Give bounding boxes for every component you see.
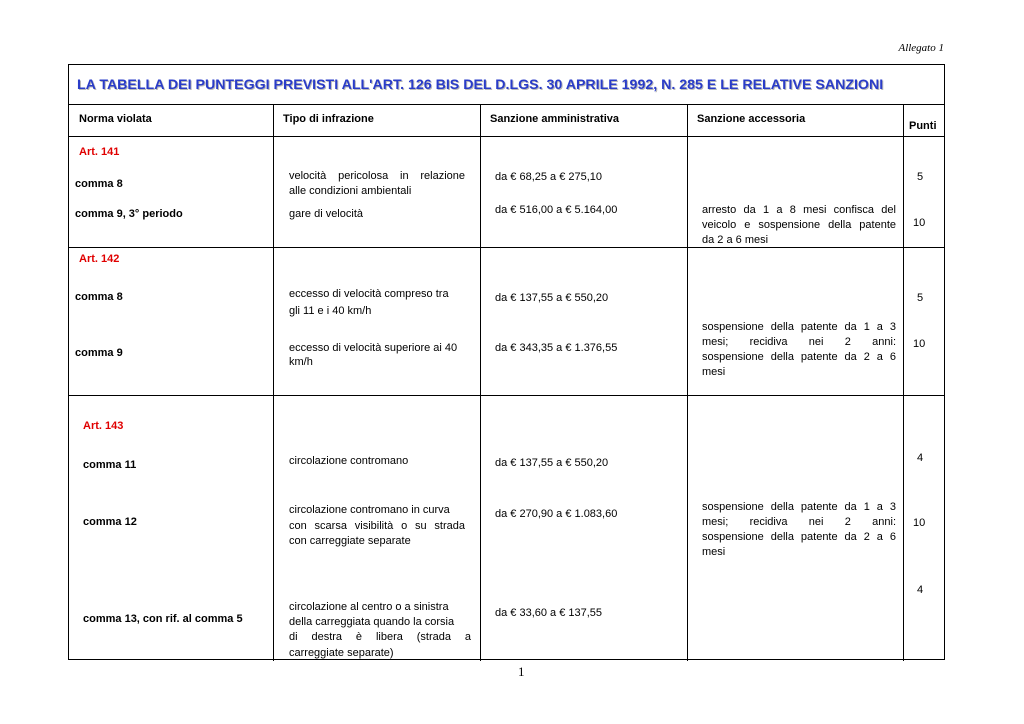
header-accessoria: Sanzione accessoria (697, 113, 806, 125)
col-divider (903, 105, 904, 661)
art143-r2-tipo: con scarsa visibilità o su strada (289, 520, 465, 532)
art143-r2-acc: mesi (702, 546, 726, 558)
art141-r2-acc: da 2 a 6 mesi (702, 234, 769, 246)
row-divider (69, 395, 944, 396)
art-142-label: Art. 142 (79, 253, 120, 265)
col-divider (273, 105, 274, 661)
art142-r2-tipo: eccesso di velocità superiore ai 40 (289, 342, 458, 354)
art143-r2-tipo: circolazione contromano in curva (289, 504, 450, 516)
art143-r1-amm: da € 137,55 a € 550,20 (495, 457, 609, 469)
page-number: 1 (518, 664, 525, 679)
sanctions-table (68, 64, 945, 660)
art142-r2-norma: comma 9 (75, 347, 123, 359)
art143-r2-acc: mesi; recidiva nei 2 anni: (702, 516, 896, 528)
col-divider (687, 105, 688, 661)
art141-r1-tipo: alle condizioni ambientali (289, 185, 412, 197)
art141-r2-acc: arresto da 1 a 8 mesi confisca del (702, 204, 896, 216)
header-note: Allegato 1 (898, 42, 944, 54)
art142-r2-acc: sospensione della patente da 2 a 6 (702, 351, 896, 363)
art142-r2-tipo: km/h (289, 356, 313, 368)
art143-r2-acc: sospensione della patente da 2 a 6 (702, 531, 896, 543)
art143-r3-tipo: di destra è libera (strada a (289, 631, 471, 643)
art141-r1-punti: 5 (917, 171, 924, 183)
row-divider (69, 247, 944, 248)
art143-r2-acc: sospensione della patente da 1 a 3 (702, 501, 896, 513)
row-divider (69, 136, 944, 137)
header-amministrativa: Sanzione amministrativa (490, 113, 619, 125)
art143-r2-amm: da € 270,90 a € 1.083,60 (495, 508, 618, 520)
art143-r3-amm: da € 33,60 a € 137,55 (495, 607, 603, 619)
art141-r2-tipo: gare di velocità (289, 208, 363, 220)
art142-r2-acc: mesi; recidiva nei 2 anni: (702, 336, 896, 348)
art141-r2-acc: veicolo e sospensione della patente (702, 219, 896, 231)
art142-r2-amm: da € 343,35 a € 1.376,55 (495, 342, 618, 354)
art142-r1-tipo: gli 11 e i 40 km/h (289, 305, 372, 317)
art-141-label: Art. 141 (79, 146, 120, 158)
col-divider (480, 105, 481, 661)
header-punti: Punti (909, 120, 937, 132)
header-tipo: Tipo di infrazione (283, 113, 374, 125)
table-title: LA TABELLA DEI PUNTEGGI PREVISTI ALL'ART. 126 BIS DEL D.LGS. 30 APRILE 1992, N. 285 E LE RELATIVE SANZIONI (69, 65, 944, 105)
art143-r3-tipo: della carreggiata quando la corsia (289, 616, 455, 628)
art143-r3-norma: comma 13, con rif. al comma 5 (83, 613, 243, 625)
header-norma: Norma violata (79, 113, 152, 125)
art142-r2-acc: mesi (702, 366, 726, 378)
art143-r3-punti: 4 (917, 584, 924, 596)
art143-r2-norma: comma 12 (83, 516, 137, 528)
art141-r2-amm: da € 516,00 a € 5.164,00 (495, 204, 618, 216)
art142-r2-acc: sospensione della patente da 1 a 3 (702, 321, 896, 333)
art143-r3-tipo: circolazione al centro o a sinistra (289, 601, 449, 613)
art142-r1-norma: comma 8 (75, 291, 123, 303)
art141-r2-norma: comma 9, 3° periodo (75, 208, 183, 220)
art143-r1-punti: 4 (917, 452, 924, 464)
art141-r2-punti: 10 (913, 217, 926, 229)
art143-r1-tipo: circolazione contromano (289, 455, 409, 467)
art-143-label: Art. 143 (83, 420, 124, 432)
art143-r2-tipo: con carreggiate separate (289, 535, 411, 547)
art142-r1-amm: da € 137,55 a € 550,20 (495, 292, 609, 304)
art143-r1-norma: comma 11 (83, 459, 137, 471)
art141-r1-amm: da € 68,25 a € 275,10 (495, 171, 603, 183)
art141-r1-norma: comma 8 (75, 178, 123, 190)
art142-r1-punti: 5 (917, 292, 924, 304)
art142-r1-tipo: eccesso di velocità compreso tra (289, 288, 449, 300)
art141-r1-tipo: velocità pericolosa in relazione (289, 170, 465, 182)
art142-r2-punti: 10 (913, 338, 926, 350)
art143-r2-punti: 10 (913, 517, 926, 529)
art143-r3-tipo: carreggiate separate) (289, 647, 394, 659)
